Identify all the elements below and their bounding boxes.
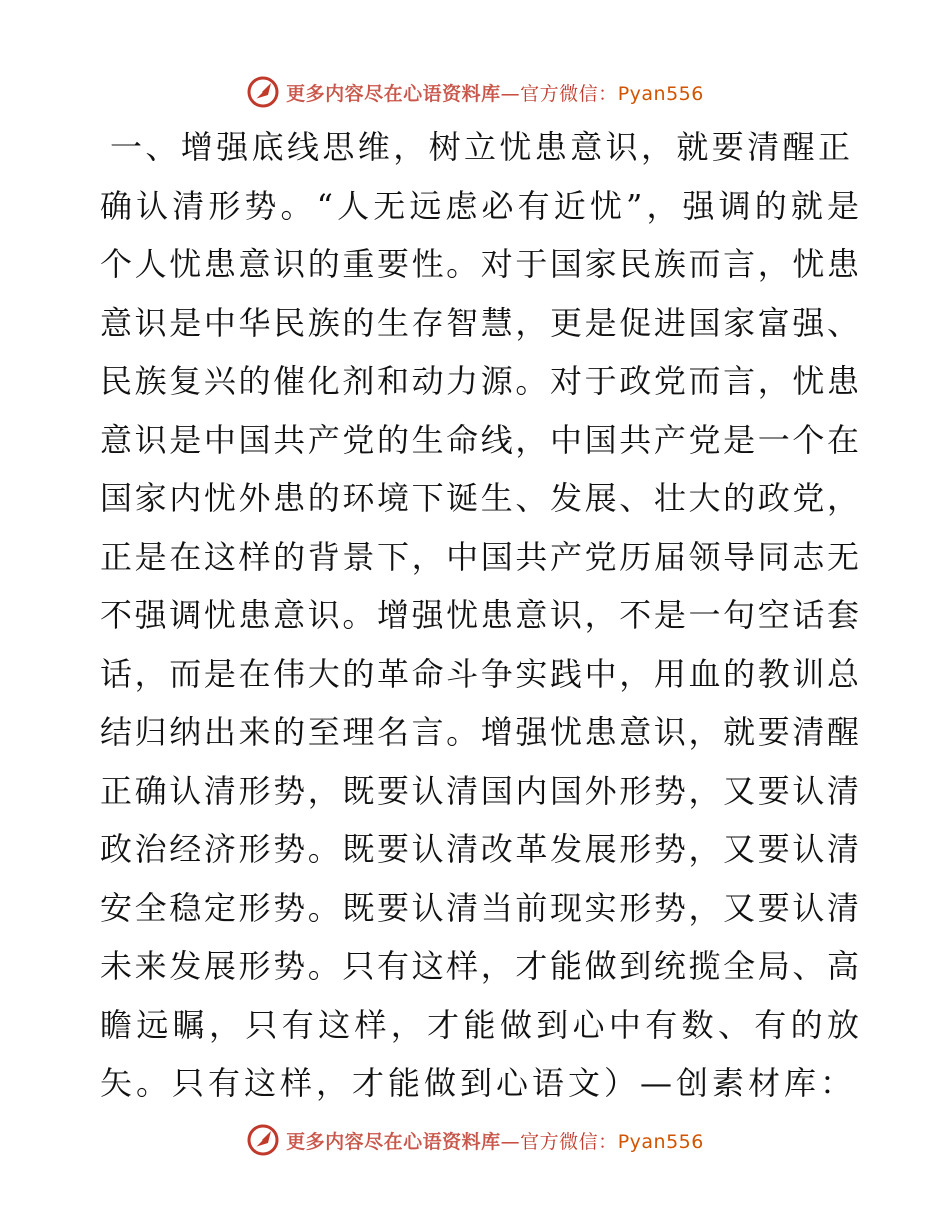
body-line-16: 瞻远瞩，只有这样，才能做到心中有数、有的放 (100, 1005, 860, 1044)
header-watermark-banner (0, 72, 950, 112)
feather-logo-icon (246, 1123, 280, 1157)
watermark-wechat-id: Pyan556 (617, 82, 704, 105)
body-line-6: 意识是中国共产党的生命线，中国共产党是一个在 (100, 420, 860, 459)
feather-logo-icon (246, 75, 280, 109)
body-line-8: 正是在这样的背景下，中国共产党历届领导同志无 (100, 537, 860, 576)
footer-watermark-text (286, 1127, 704, 1154)
body-line-10: 话，而是在伟大的革命斗争实践中，用血的教训总 (100, 654, 860, 693)
body-line-12: 正确认清形势，既要认清国内国外形势，又要认清 (100, 771, 860, 810)
watermark-wechat-id: Pyan556 (617, 1130, 704, 1153)
body-line-9: 不强调忧患意识。增强忧患意识，不是一句空话套 (100, 596, 860, 634)
body-line-5: 民族复兴的催化剂和动力源。对于政党而言，忧患 (100, 362, 860, 400)
body-line-11: 结归纳出来的至理名言。增强忧患意识，就要清醒 (100, 713, 860, 751)
watermark-official-label: 官方微信： (520, 1130, 618, 1153)
watermark-official-label: 官方微信： (520, 82, 618, 105)
body-line-13: 政治经济形势。既要认清改革发展形势，又要认清 (100, 830, 860, 868)
body-line-4: 意识是中华民族的生存智慧，更是促进国家富强、 (100, 303, 860, 342)
body-line-17: 矢。只有这样，才能做到心语文）—创素材库： (100, 1064, 857, 1102)
watermark-lead: 更多内容尽在心语资料库 (286, 1130, 501, 1153)
body-line-7: 国家内忧外患的环境下诞生、发展、壮大的政党， (100, 479, 860, 517)
body-line-2: 确认清形势。“人无远虑必有近忧”，强调的就是 (100, 186, 860, 225)
watermark-dash: — (500, 82, 521, 105)
document-body (100, 118, 860, 1113)
body-line-15: 未来发展形势。只有这样，才能做到统揽全局、高 (100, 947, 860, 985)
footer-watermark-banner (0, 1120, 950, 1160)
header-watermark-text (286, 79, 704, 106)
watermark-lead: 更多内容尽在心语资料库 (286, 82, 501, 105)
body-line-14: 安全稳定形势。既要认清当前现实形势，又要认清 (100, 888, 860, 927)
watermark-dash: — (500, 1130, 521, 1153)
body-line-3: 个人忧患意识的重要性。对于国家民族而言，忧患 (100, 245, 860, 283)
body-line-1: 一、增强底线思维，树立忧患意识，就要清醒正 (110, 128, 854, 166)
